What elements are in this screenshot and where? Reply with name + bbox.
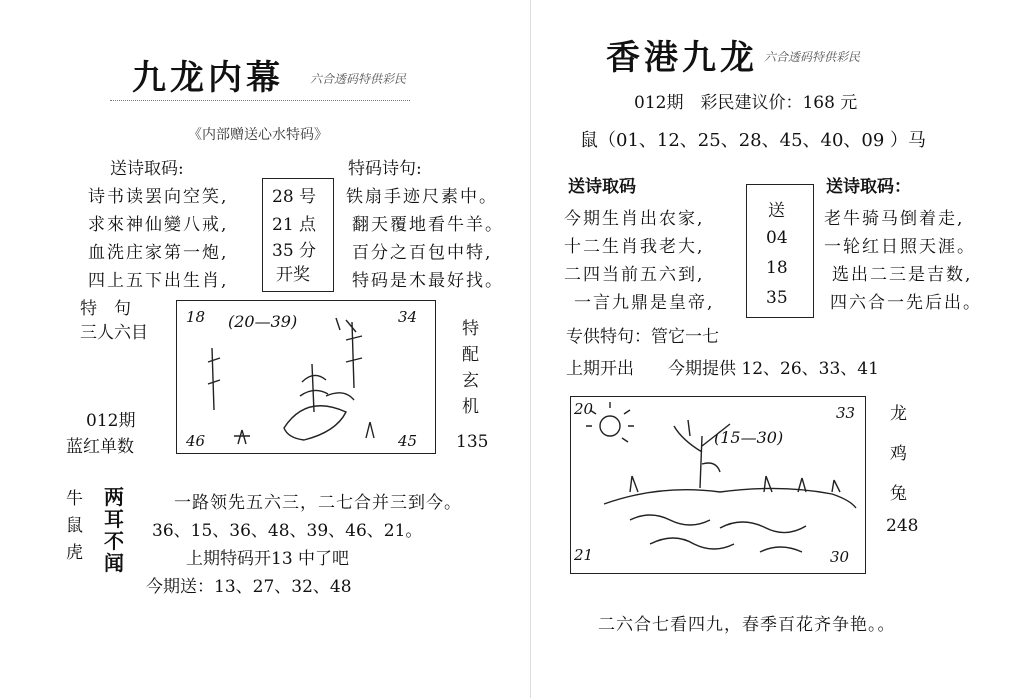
- left-ear-char-1: 两: [104, 485, 124, 509]
- left-box-line-4: 开奖: [276, 265, 310, 285]
- left-ear-char-3: 不: [104, 529, 124, 553]
- right-side-vertical-text: [890, 394, 907, 514]
- left-box-line-3: 35 分: [272, 241, 317, 261]
- right-period-line: 012期 彩民建议价：168 元: [634, 93, 858, 113]
- right-poem-right-label: 送诗取码：: [826, 177, 911, 197]
- right-poem-right-4: 四六合一先后出。: [830, 293, 982, 313]
- right-subtitle: 六合透码特供彩民: [764, 50, 861, 64]
- left-side-vertical-text: [462, 316, 479, 420]
- left-poem-left-3: 血洗庄家第一炮,: [88, 243, 229, 263]
- right-side-char-3: 兔: [890, 484, 907, 504]
- left-fig-range: (20—39): [228, 312, 298, 331]
- left-line-1: 一路领先五六三，二七合并三到今。: [174, 493, 462, 513]
- right-poem-left-3: 二四当前五六到,: [564, 265, 705, 285]
- right-poem-left-2: 十二生肖我老大,: [564, 237, 705, 257]
- right-fig-number-tl: 20: [574, 400, 594, 418]
- left-ear-char-2: 耳: [104, 507, 124, 531]
- panel-divider: [530, 0, 531, 698]
- left-poem-right-2: 翻天覆地看牛羊。: [352, 215, 504, 235]
- left-plant-sketch: [176, 300, 434, 452]
- left-period: 012期: [86, 411, 136, 431]
- right-last-line: 上期开出 今期提供 12、26、33、41: [566, 359, 879, 379]
- left-poem-left-1: 诗书读罢向空笑,: [88, 187, 229, 207]
- left-box-line-2: 21 点: [272, 215, 317, 235]
- left-ear-char-4: 闻: [104, 551, 124, 575]
- right-fig-number-br: 30: [830, 548, 850, 566]
- right-landscape-sketch: [570, 396, 864, 572]
- right-fig-number-tr: 33: [836, 404, 856, 422]
- left-poem-right-3: 百分之百包中特,: [352, 243, 493, 263]
- left-zodiac-vertical: [66, 486, 83, 567]
- right-zodiac-line: 鼠（01、12、25、28、45、40、09 ）马: [580, 130, 927, 151]
- left-title-underline: [110, 100, 410, 101]
- left-poem-right-4: 特码是木最好找。: [352, 271, 504, 291]
- right-panel: [540, 0, 1026, 698]
- right-special-line: 专供特句：管它一七: [566, 327, 719, 347]
- right-poem-left-label: 送诗取码: [568, 177, 636, 197]
- left-poem-right-label: 特码诗句:: [348, 159, 422, 179]
- left-side-char-2: 配: [462, 345, 479, 365]
- right-fig-range: (15—30): [714, 428, 784, 447]
- right-side-char-2: 鸡: [890, 444, 907, 464]
- left-side-char-1: 特: [462, 319, 479, 339]
- left-fig-number-tl: 18: [186, 308, 206, 326]
- left-line-3: 上期特码开13 中了吧: [186, 549, 350, 569]
- right-box-line-1: 送: [768, 201, 785, 221]
- left-fig-number-br: 45: [398, 432, 418, 450]
- right-box-line-4: 35: [766, 288, 788, 308]
- right-box-line-3: 18: [766, 258, 788, 278]
- left-color-value: 135: [456, 432, 489, 452]
- right-box-line-2: 04: [766, 228, 788, 248]
- right-side-number: 248: [886, 516, 919, 536]
- left-poem-left-label: 送诗取码:: [110, 159, 184, 179]
- right-poem-right-3: 选出二三是吉数,: [832, 265, 973, 285]
- left-line-4: 今期送：13、27、32、48: [146, 577, 352, 597]
- left-zodiac-1: 牛: [66, 489, 83, 509]
- left-line-2: 36、15、36、48、39、46、21。: [152, 521, 423, 541]
- right-title: 香港九龙: [606, 38, 758, 78]
- right-fig-number-bl: 21: [574, 546, 594, 564]
- left-poem-left-4: 四上五下出生肖,: [88, 271, 229, 291]
- right-poem-right-2: 一轮红日照天涯。: [824, 237, 976, 257]
- left-side-char-3: 玄: [462, 371, 479, 391]
- left-ear-text: [104, 486, 124, 574]
- left-poem-left-2: 求來神仙變八戒,: [88, 215, 229, 235]
- right-poem-right-1: 老牛骑马倒着走,: [824, 209, 965, 229]
- left-title: 九龙内幕: [132, 58, 284, 98]
- left-zodiac-2: 鼠: [66, 516, 83, 536]
- left-fig-number-tr: 34: [398, 308, 418, 326]
- left-color-label: 蓝红单数: [66, 437, 134, 457]
- left-side-char-4: 机: [462, 397, 479, 417]
- right-poem-left-1: 今期生肖出农家,: [564, 209, 705, 229]
- left-box-line-1: 28 号: [272, 187, 317, 207]
- left-heading: 《内部赠送心水特码》: [188, 127, 328, 143]
- left-poem-right-1: 铁扇手迹尺素中。: [346, 187, 498, 207]
- left-subtitle: 六合透码特供彩民: [310, 72, 407, 86]
- left-special-text: 三人六目: [80, 323, 148, 343]
- left-fig-number-bl: 46: [186, 432, 206, 450]
- left-zodiac-3: 虎: [66, 543, 83, 563]
- right-bottom-line: 二六合七看四九，春季百花齐争艳。。: [598, 615, 896, 635]
- right-poem-left-4: 一言九鼎是皇帝,: [574, 293, 715, 313]
- left-special-label: 特 句: [80, 299, 131, 319]
- right-side-char-1: 龙: [890, 404, 907, 424]
